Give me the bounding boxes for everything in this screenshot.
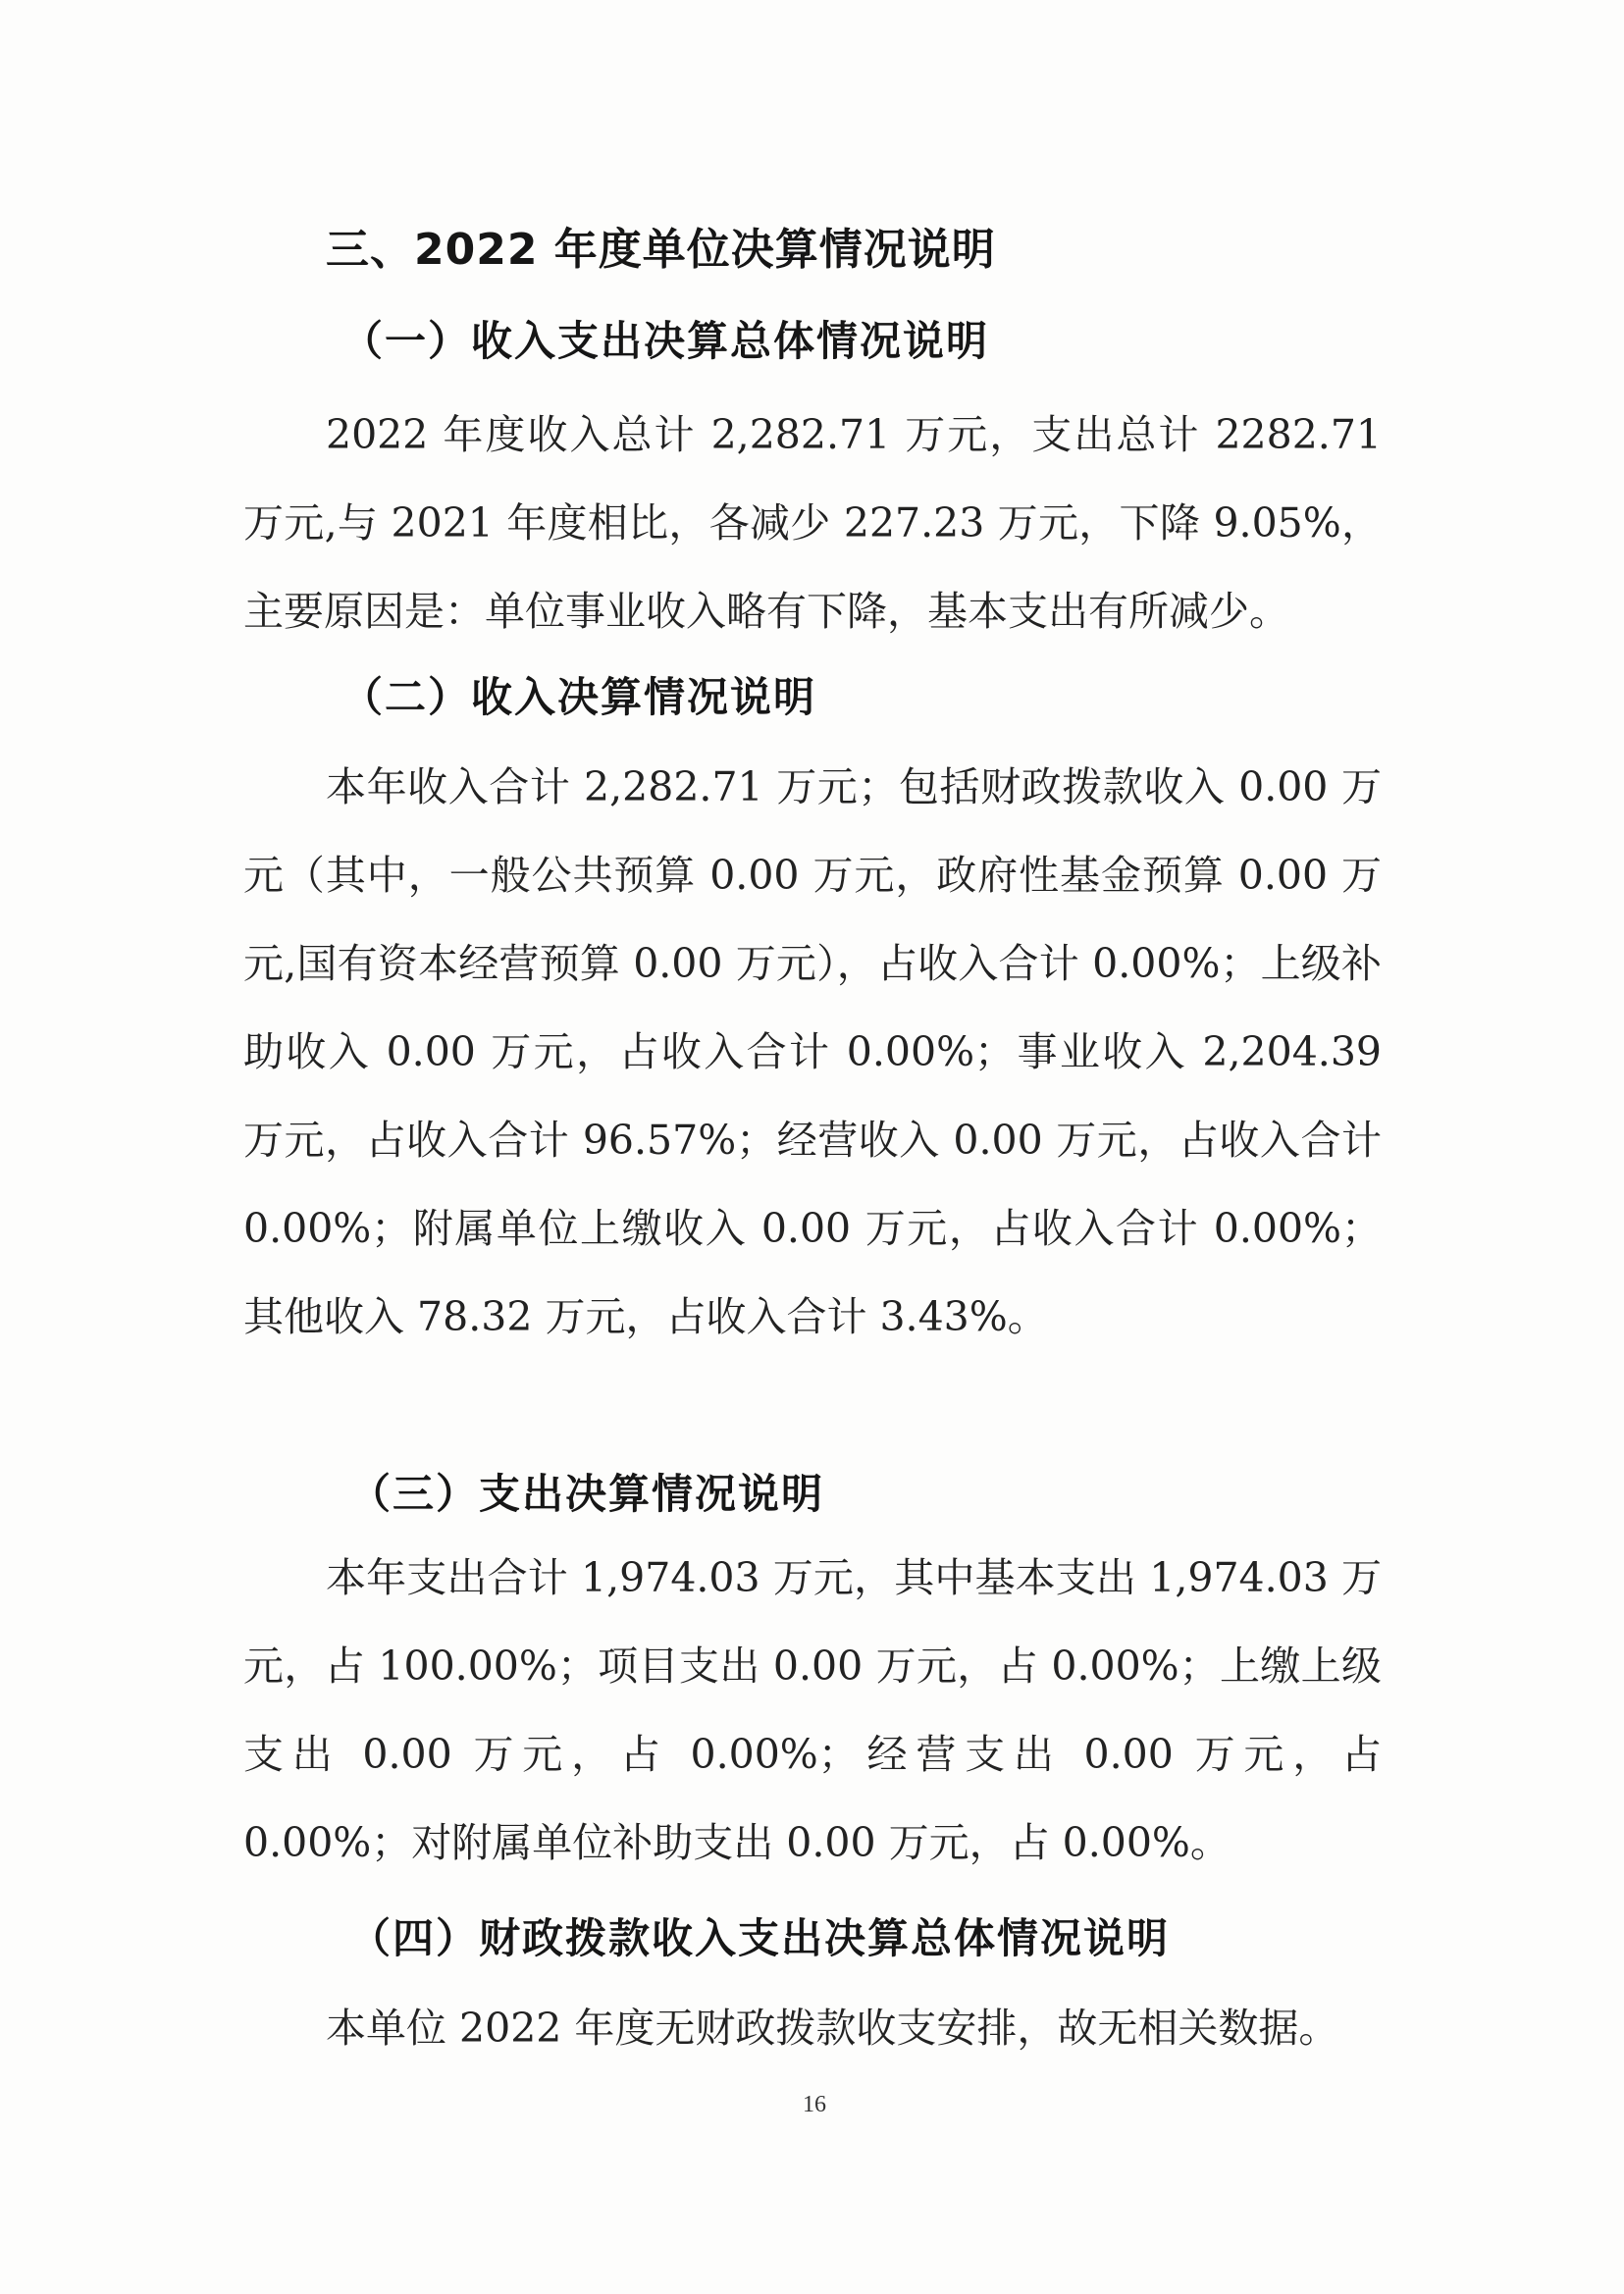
subsection-body-2: 本年收入合计 2,282.71 万元；包括财政拨款收入 0.00 万元（其中，一般公共预算 0.00 万元，政府性基金预算 0.00 万元,国有资本经营预算 0.00 万元），占收入合计 0.00%；上级补助收入 0.00 万元，占收入合计 0.00%；事业收入 2,204.39 万元，占收入合计 96.57%；经营收入 0.00 万元，占收入合计 0.00%；附属单位上缴收入 0.00 万元，占收入合计 0.00%；其他收入 78.32 万元，占收入合计 3.43%。	[243, 763, 1382, 1340]
subsection-heading-4: （四）财政拨款收入支出决算总体情况说明	[349, 1914, 1171, 1962]
subsection-heading-3: （三）支出决算情况说明	[349, 1470, 825, 1518]
subsection-heading-2: （二）收入决算情况说明	[341, 673, 817, 721]
subsection-body-3: 本年支出合计 1,974.03 万元，其中基本支出 1,974.03 万元，占 100.00%；项目支出 0.00 万元，占 0.00%；上缴上级支出 0.00 万元，占 0.00%；经营支出 0.00 万元，占 0.00%；对附属单位补助支出 0.00 万元，占 0.00%。	[243, 1554, 1382, 1866]
subsection-body-1: 2022 年度收入总计 2,282.71 万元，支出总计 2282.71 万元,与 2021 年度相比，各减少 227.23 万元，下降 9.05%，主要原因是：单位事业收入略有下降，基本支出有所减少。	[243, 411, 1382, 635]
subsection-body-4: 本单位 2022 年度无财政拨款收支安排，故无相关数据。	[326, 2005, 1339, 2052]
subsection-heading-1: （一）收入支出决算总体情况说明	[341, 317, 990, 365]
section-title: 三、2022 年度单位决算情况说明	[326, 225, 996, 275]
page-number: 16	[803, 2092, 826, 2117]
